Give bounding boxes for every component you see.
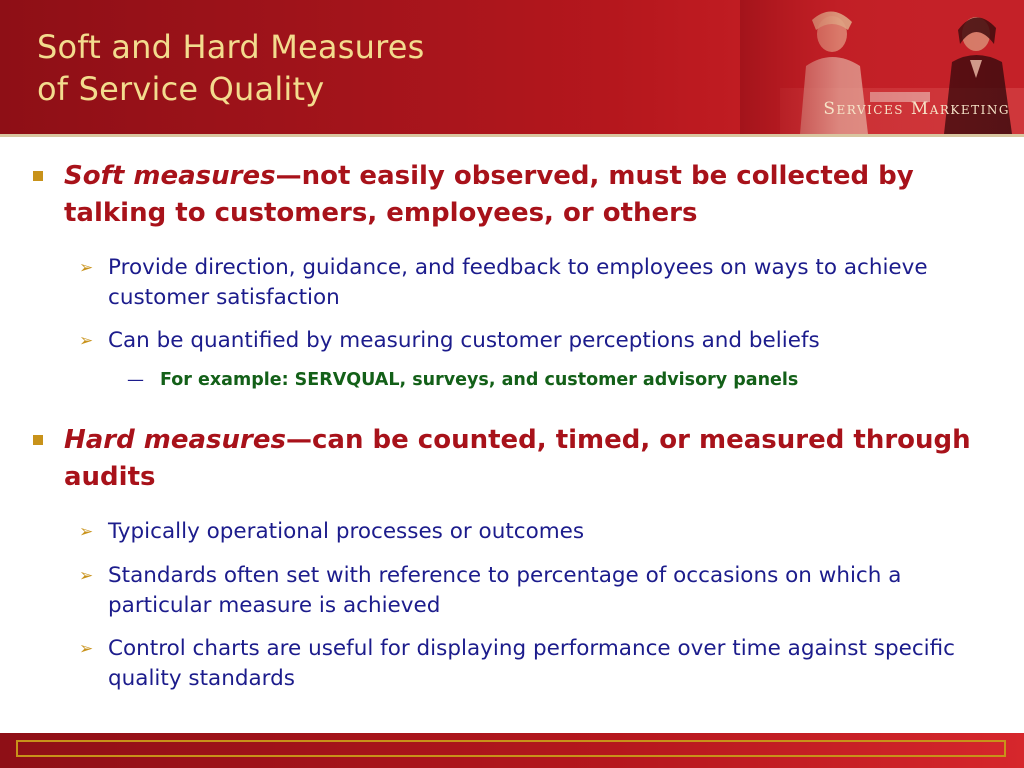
list-item-text: Typically operational processes or outcomes	[108, 519, 585, 544]
arrow-bullet-icon: ➢	[79, 258, 94, 278]
brand-label: Services Marketing	[823, 99, 1010, 119]
list-item	[79, 253, 999, 315]
list-item-text: Can be quantified by measuring customer perceptions and beliefs	[108, 328, 820, 353]
list-item-text: Standards often set with reference to percentage of occasions on which a particular measure is achieved	[108, 563, 902, 618]
slide-title	[37, 26, 557, 110]
footer-bar	[0, 733, 1024, 768]
title-line-1: Soft and Hard Measures	[37, 28, 425, 66]
list-item-text: Control charts are useful for displaying performance over time against specific quality standards	[108, 636, 955, 691]
list-item	[79, 561, 999, 623]
hard-measures-text	[64, 422, 994, 496]
header-banner	[0, 0, 1024, 134]
list-item	[79, 326, 999, 358]
title-line-2: of Service Quality	[37, 70, 325, 108]
soft-measures-definition: —not easily observed, must be collected by talking to customers, employees, or others	[64, 161, 914, 228]
footer-frame	[16, 740, 1006, 757]
soft-measures-text	[64, 158, 994, 232]
arrow-bullet-icon: ➢	[79, 331, 94, 351]
list-item-example	[127, 368, 987, 394]
hard-measures-definition: —can be counted, timed, or measured through audits	[64, 425, 971, 492]
dash-bullet-icon: —	[127, 370, 144, 390]
list-item-soft-measures	[33, 158, 993, 234]
arrow-bullet-icon: ➢	[79, 639, 94, 659]
square-bullet-icon	[33, 435, 43, 445]
list-item	[79, 517, 999, 549]
arrow-bullet-icon: ➢	[79, 566, 94, 586]
list-item-hard-measures	[33, 422, 993, 498]
header-divider	[0, 134, 1024, 137]
example-text: For example: SERVQUAL, surveys, and customer advisory panels	[160, 370, 799, 390]
list-item	[79, 634, 999, 696]
hard-measures-term: Hard measures	[64, 425, 286, 455]
soft-measures-term: Soft measures	[64, 161, 276, 191]
list-item-text: Provide direction, guidance, and feedback to employees on ways to achieve customer satisfaction	[108, 255, 928, 310]
arrow-bullet-icon: ➢	[79, 522, 94, 542]
square-bullet-icon	[33, 171, 43, 181]
